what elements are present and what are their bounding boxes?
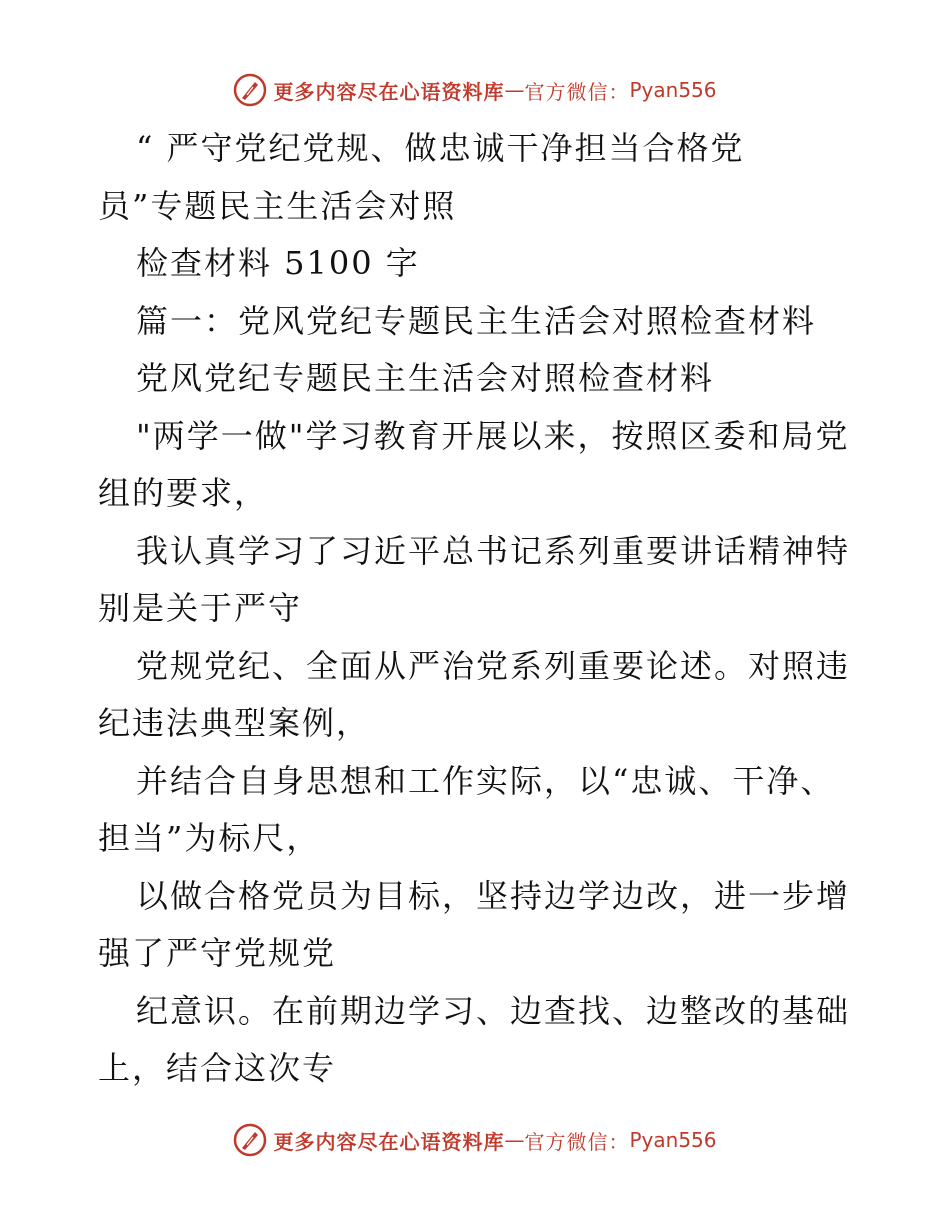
doc-title-line-3: 检查材料 5100 字 xyxy=(136,244,420,282)
quill-circle-icon xyxy=(233,73,267,107)
banner-dash: — xyxy=(504,78,525,102)
doc-paragraph-line: 并结合自身思想和工作实际，以“忠诚、干净、 xyxy=(136,761,835,800)
banner-official-label: 官方微信： xyxy=(524,1129,630,1154)
doc-paragraph-line: 组的要求， xyxy=(98,474,269,512)
doc-paragraph-line: 我认真学习了习近平总书记系列重要讲话精神特 xyxy=(136,531,851,570)
doc-paragraph-line: 上，结合这次专 xyxy=(98,1049,337,1087)
banner-main-text: 更多内容尽在心语资料库 xyxy=(273,79,505,104)
doc-paragraph-line: 纪意识。在前期边学习、边查找、边整改的基础 xyxy=(136,991,851,1030)
doc-paragraph-line: 纪违法典型案例， xyxy=(98,704,371,742)
banner-wechat-id: Pyan556 xyxy=(629,1128,717,1152)
document-body xyxy=(98,120,858,1098)
doc-paragraph-line: 以做合格党员为目标，坚持边学边改，进一步增 xyxy=(136,876,851,915)
banner-dash: — xyxy=(504,1128,525,1152)
doc-subheading: 党风党纪专题民主生活会对照检查材料 xyxy=(136,359,715,397)
footer-watermark-banner xyxy=(0,1120,950,1160)
banner-official-label: 官方微信： xyxy=(524,79,630,104)
quill-circle-icon xyxy=(233,1123,267,1157)
banner-wechat-id: Pyan556 xyxy=(629,78,717,102)
doc-paragraph-line: 强了严守党规党 xyxy=(98,934,337,972)
banner-main-text: 更多内容尽在心语资料库 xyxy=(273,1129,505,1154)
doc-title-line-2: 员”专题民主生活会对照 xyxy=(98,186,457,225)
doc-section-heading: 篇一：党风党纪专题民主生活会对照检查材料 xyxy=(136,301,817,340)
doc-paragraph-line: 党规党纪、全面从严治党系列重要论述。对照违 xyxy=(136,646,851,685)
header-watermark-banner xyxy=(0,70,950,110)
doc-paragraph-line: 担当”为标尺， xyxy=(98,819,321,857)
doc-paragraph-line: "两学一做"学习教育开展以来，按照区委和局党 xyxy=(136,416,850,455)
doc-title-line-1: “ 严守党纪党规、做忠诚干净担当合格党 xyxy=(136,129,745,167)
doc-paragraph-line: 别是关于严守 xyxy=(98,589,303,627)
